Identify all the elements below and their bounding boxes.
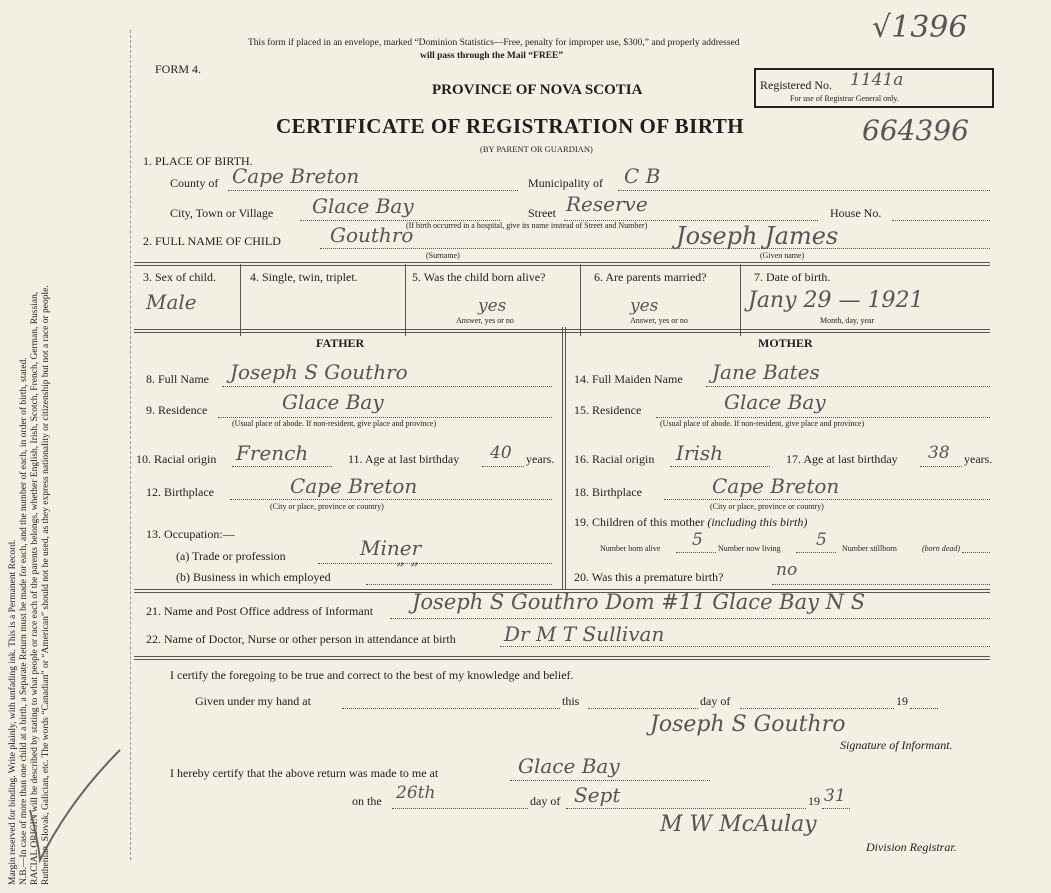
mother-birthplace-value: Cape Breton [712,474,840,498]
registered-value: 1141a [850,70,904,90]
mother-residence-caption: (Usual place of abode. If non-resident, give place and province) [660,419,865,428]
father-years: years. [526,452,555,466]
father-age-label: 11. Age at last birthday [348,452,460,466]
given-under-hand-label: Given under my hand at [195,694,311,708]
father-birthplace-label: 12. Birthplace [146,485,214,499]
corner-register-number: √1396 [872,10,968,45]
date-of-birth-label: 7. Date of birth. [754,270,831,284]
day-of-label: day of [700,694,731,708]
place-of-birth-heading: 1. PLACE OF BIRTH. [143,154,253,168]
registered-number-box [754,68,994,108]
father-residence-caption: (Usual place of abode. If non-resident, give place and province) [232,419,437,428]
mother-residence-value: Glace Bay [724,390,826,414]
father-heading: FATHER [316,336,365,350]
father-residence-value: Glace Bay [282,390,384,414]
binding-margin-line [130,30,131,860]
born-alive-caption: Answer, yes or no [456,316,514,325]
date-of-birth-value: Jany 29 — 1921 [748,288,924,313]
street-hospital-note: (If birth occurred in a hospital, give its name instead of Street and Number) [406,221,648,230]
children-label-text: 19. Children of this mother [574,515,705,529]
surname-caption: (Surname) [426,251,460,260]
mother-maiden-value: Jane Bates [712,360,820,384]
margin-line-4: Ruthenian, Slovak, Galician, etc. The words “Canadian” or “American” should not be used, as they express nationality or citizenship but not a race or people. [41,285,51,885]
return-statement: I hereby certify that the above return was made to me at [170,766,439,780]
father-racial-value: French [236,441,309,465]
month-value: Sept [574,783,621,807]
parents-married-label: 6. Are parents married? [594,270,707,284]
premature-value: no [776,560,798,580]
now-living-label: Number now living [718,544,781,553]
father-birthplace-value: Cape Breton [290,474,418,498]
on-the-label: on the [352,794,382,808]
mail-notice-line-2: will pass through the Mail “FREE” [420,51,564,61]
form-number: FORM 4. [155,62,202,76]
return-place-value: Glace Bay [518,754,620,778]
sex-value: Male [146,290,197,314]
informant-label: 21. Name and Post Office address of Informant [146,604,374,618]
date-of-birth-caption: Month, day, year [820,316,875,325]
born-alive-label: 5. Was the child born alive? [412,270,546,284]
stillborn-label: Number stillborn [842,544,897,553]
municipality-value: C B [624,164,661,188]
registrar-only-note: For use of Registrar General only. [790,94,899,103]
informant-signature: Joseph S Gouthro [650,712,846,737]
business-label: (b) Business in which employed [176,570,331,584]
father-name-value: Joseph S Gouthro [230,360,408,384]
born-alive-count-label: Number born alive [600,544,661,553]
father-age-value: 40 [490,443,512,463]
certificate-subtitle: (BY PARENT OR GUARDIAN) [480,144,593,154]
mother-heading: MOTHER [758,336,813,350]
mail-notice-line-1: This form if placed in an envelope, marked “Dominion Statistics—Free, penalty for improper use, $300,” and properly addressed [248,38,740,48]
informant-signature-caption: Signature of Informant. [840,738,953,752]
father-birthplace-caption: (City or place, province or country) [270,502,384,511]
mother-maiden-label: 14. Full Maiden Name [574,372,683,386]
premature-label: 20. Was this a premature birth? [574,570,724,584]
doctor-value: Dr M T Sullivan [504,622,665,646]
parents-married-caption: Answer, yes or no [630,316,688,325]
father-residence-label: 9. Residence [146,403,208,417]
house-number-label: House No. [830,206,882,220]
given-name-caption: (Given name) [760,251,805,260]
mother-birthplace-caption: (City or place, province or country) [710,502,824,511]
certify-statement: I certify the foregoing to be true and correct to the best of my knowledge and belief. [170,668,574,682]
mother-age-label: 17. Age at last birthday [786,452,898,466]
child-name-label: 2. FULL NAME OF CHILD [143,234,281,248]
margin-line-2: N.B.—In case of more than one child at a birth, a Separate Return must be made for each, and the number of each, in order of birth, stated. [19,357,29,885]
street-label: Street [528,206,556,220]
registrar-signature: M W McAulay [660,812,817,837]
born-alive-count-value: 5 [692,530,703,550]
city-value: Glace Bay [312,194,414,218]
now-living-value: 5 [816,530,827,550]
this-label: this [562,694,580,708]
mother-residence-label: 15. Residence [574,403,642,417]
doctor-label: 22. Name of Doctor, Nurse or other person in attendance at birth [146,632,456,646]
mother-racial-value: Irish [676,441,724,465]
trade-value: Miner [360,536,422,560]
stillborn-note: (born dead) [922,544,960,553]
multiple-birth-label: 4. Single, twin, triplet. [250,270,358,284]
province-heading: PROVINCE OF NOVA SCOTIA [432,82,643,98]
margin-check-mark [10,740,130,870]
year-prefix: 19 [896,694,908,708]
trade-label: (a) Trade or profession [176,549,286,563]
year2-value: 31 [824,786,846,806]
side-register-number: 664396 [862,114,969,147]
mother-years: years. [964,452,993,466]
born-alive-value: yes [478,296,507,316]
mother-age-value: 38 [928,443,950,463]
sex-label: 3. Sex of child. [143,270,216,284]
child-given-name-value: Joseph James [676,222,839,250]
registered-label: Registered No. [760,78,832,92]
street-value: Reserve [566,192,648,216]
margin-line-3: RACIAL ORIGIN will be described by stating to what people or race each of the parents belongs, whether English, Irish, Scotch, French, German, Russian, [30,291,40,885]
on-the-value: 26th [396,783,436,803]
year2-prefix: 19 [808,794,820,808]
municipality-label: Municipality of [528,176,603,190]
county-label: County of [170,176,219,190]
certificate-title: CERTIFICATE OF REGISTRATION OF BIRTH [276,114,745,138]
children-label [574,515,807,530]
parents-married-value: yes [630,296,659,316]
city-label: City, Town or Village [170,206,274,220]
registrar-caption: Division Registrar. [866,840,957,854]
father-name-label: 8. Full Name [146,372,209,386]
informant-value: Joseph S Gouthro Dom #11 Glace Bay N S [412,590,866,614]
father-racial-label: 10. Racial origin [136,452,217,466]
margin-line-1: Margin reserved for binding. Write plainly, with unfading ink. This is a Permanent Record. [8,539,18,885]
day-of-2-label: day of [530,794,561,808]
mother-birthplace-label: 18. Birthplace [574,485,642,499]
occupation-label: 13. Occupation:— [146,527,235,541]
business-value: ” ” [396,560,419,580]
mother-racial-label: 16. Racial origin [574,452,655,466]
child-surname-value: Gouthro [330,223,414,247]
county-value: Cape Breton [232,164,360,188]
children-label-italic: (including this birth) [707,515,808,529]
